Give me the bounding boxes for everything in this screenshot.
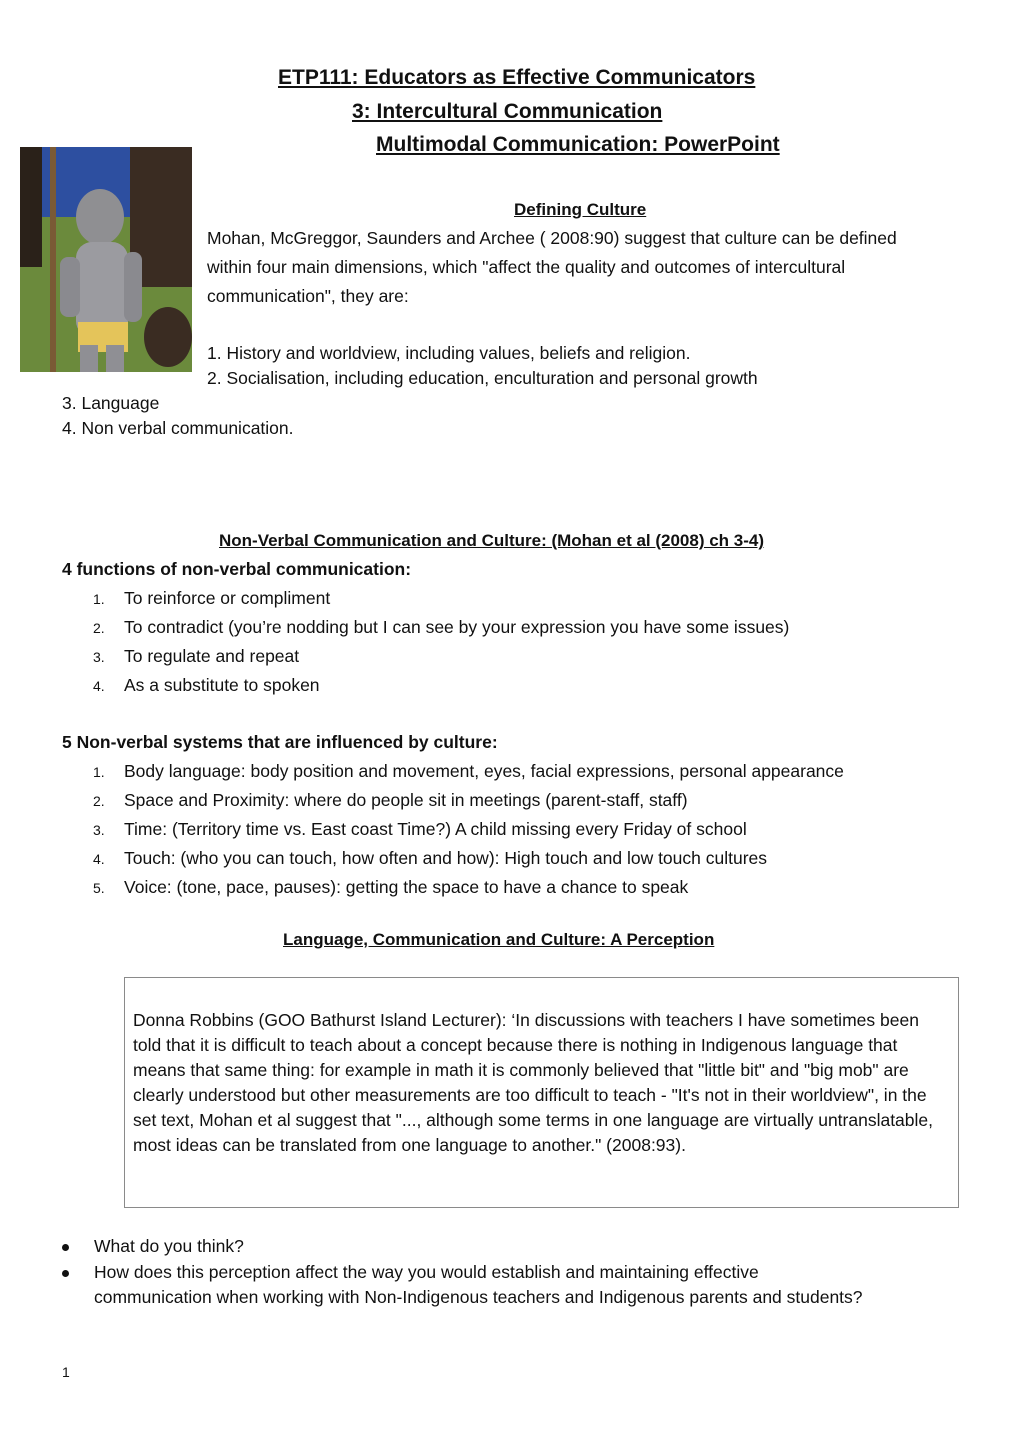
- subtitle: Multimodal Communication: PowerPoint: [376, 133, 780, 156]
- dimension-item: 3. Language: [62, 393, 160, 413]
- system-number: 2.: [93, 793, 105, 809]
- function-number: 3.: [93, 649, 105, 665]
- dimension-item: 2. Socialisation, including education, enculturation and personal growth: [207, 368, 758, 388]
- system-item: Space and Proximity: where do people sit in meetings (parent-staff, staff): [124, 790, 688, 810]
- systems-label: 5 Non-verbal systems that are influenced by culture:: [62, 732, 498, 752]
- system-number: 3.: [93, 822, 105, 838]
- functions-label: 4 functions of non-verbal communication:: [62, 559, 412, 579]
- function-item: As a substitute to spoken: [124, 675, 320, 695]
- function-number: 4.: [93, 678, 105, 694]
- intro-line: Mohan, McGreggor, Saunders and Archee ( 2008:90) suggest that culture can be defined: [207, 228, 897, 248]
- function-item: To regulate and repeat: [124, 646, 300, 666]
- quote-box: [124, 977, 959, 1208]
- page-number: 1: [62, 1364, 70, 1380]
- system-item: Time: (Territory time vs. East coast Time?) A child missing every Friday of school: [124, 819, 747, 839]
- intro-line: within four main dimensions, which "affect the quality and outcomes of intercultural: [207, 257, 846, 277]
- function-number: 2.: [93, 620, 105, 636]
- dimension-item: 1. History and worldview, including values, beliefs and religion.: [207, 343, 691, 363]
- function-number: 1.: [93, 591, 105, 607]
- nonverbal-heading: Non-Verbal Communication and Culture: (Mohan et al (2008) ch 3-4): [219, 531, 765, 550]
- intro-line: communication", they are:: [207, 286, 409, 306]
- defining-culture-heading: Defining Culture: [514, 200, 647, 219]
- system-number: 1.: [93, 764, 105, 780]
- system-item: Body language: body position and movement, eyes, facial expressions, personal appearance: [124, 761, 844, 781]
- function-item: To reinforce or compliment: [124, 588, 331, 608]
- quote-text: Donna Robbins (GOO Bathurst Island Lecturer): ‘In discussions with teachers I have sometimes been told that it is difficult to teach about a concept because there is nothing in Indigenous language that means that same thing: for example in math it is commonly believed that "little bit" and "big mob" are clearly understood but other measurements are too difficult to teach - "It's not in their worldview", in the set text, Mohan et al suggest that "..., although some terms in one language are virtually untranslatable, most ideas can be translated from one language to another." (2008:93).: [133, 1010, 934, 1155]
- child-photo: [20, 147, 192, 372]
- bullet-icon: [62, 1244, 69, 1251]
- dimension-item: 4. Non verbal communication.: [62, 418, 294, 438]
- system-number: 4.: [93, 851, 105, 867]
- course-title: ETP111: Educators as Effective Communicators: [278, 66, 756, 89]
- bullet-icon: [62, 1270, 69, 1277]
- language-heading: Language, Communication and Culture: A Perception: [283, 930, 715, 949]
- question-item: What do you think?: [94, 1236, 244, 1256]
- module-title: 3: Intercultural Communication: [352, 100, 663, 123]
- system-item: Voice: (tone, pace, pauses): getting the space to have a chance to speak: [124, 877, 689, 897]
- system-item: Touch: (who you can touch, how often and how): High touch and low touch cultures: [124, 848, 768, 868]
- question-item-continued: communication when working with Non-Indigenous teachers and Indigenous parents and students?: [94, 1287, 863, 1307]
- system-number: 5.: [93, 880, 105, 896]
- question-item: How does this perception affect the way you would establish and maintaining effective: [94, 1262, 759, 1282]
- function-item: To contradict (you’re nodding but I can see by your expression you have some issues): [124, 617, 790, 637]
